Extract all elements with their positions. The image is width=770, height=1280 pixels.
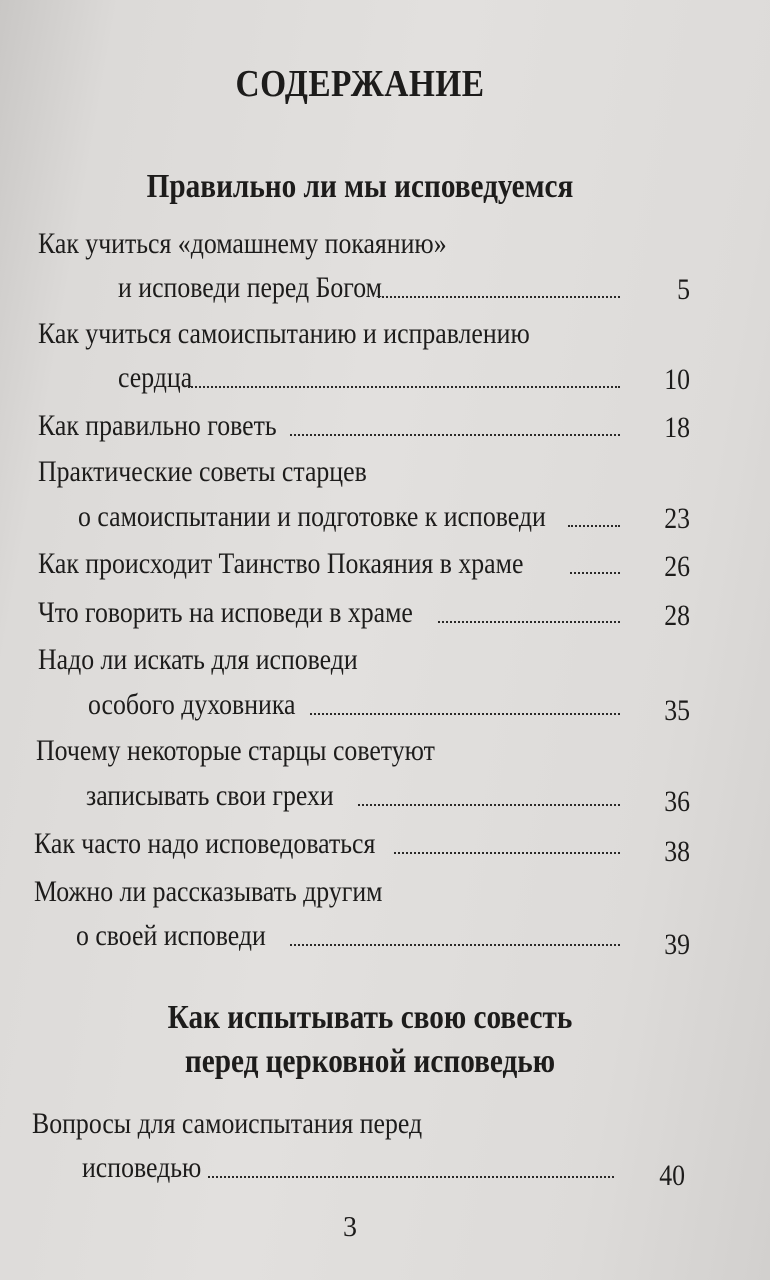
toc-entry-title: Можно ли рассказывать другим	[34, 875, 383, 908]
toc-entry-title: Как учиться самоиспытанию и исправлению	[38, 317, 530, 350]
dot-leader	[570, 546, 620, 582]
toc-entry-title: Как учиться «домашнему покаянию»	[38, 227, 447, 260]
page-folio-number: 3	[343, 1212, 357, 1243]
toc-page-number: 5	[677, 273, 690, 306]
toc-entry-title: Как правильно говеть	[38, 409, 277, 442]
toc-entry-title-continued: о своей исповеди	[76, 919, 266, 952]
dot-leader	[438, 595, 620, 631]
toc-page-number: 36	[664, 785, 690, 818]
toc-entry-title: Как происходит Таинство Покаяния в храме	[38, 547, 524, 580]
toc-entry-title: Что говорить на исповеди в храме	[38, 596, 413, 629]
toc-page-number: 38	[664, 835, 690, 868]
toc-page-number: 18	[664, 411, 690, 444]
toc-page-number: 39	[664, 928, 690, 961]
toc-entry-title: Почему некоторые старцы советуют	[36, 734, 435, 767]
section-title: Правильно ли мы исповедуемся	[146, 168, 574, 205]
toc-entry-title-continued: записывать свои грехи	[86, 779, 334, 812]
section-title-line: перед церковной исповедью	[184, 1043, 556, 1080]
dot-leader	[208, 1150, 614, 1186]
toc-entry-title-continued: о самоиспытании и подготовке к исповеди	[78, 500, 546, 533]
toc-entry-title-continued: исповедью	[82, 1151, 202, 1184]
dot-leader	[568, 499, 620, 535]
dot-leader	[290, 918, 620, 954]
toc-entry-title-continued: сердца	[118, 361, 193, 394]
toc-entry-title-continued: особого духовника	[88, 688, 296, 721]
toc-entry-title: Практические советы старцев	[38, 455, 367, 488]
dot-leader	[290, 408, 620, 444]
section-title-line: Как испытывать свою совесть	[167, 999, 573, 1036]
toc-page-number: 10	[664, 363, 690, 396]
dot-leader	[310, 687, 620, 723]
toc-entry-title-continued: и исповеди перед Богом	[118, 271, 382, 304]
toc-page-number: 40	[659, 1159, 685, 1192]
toc-page-number: 23	[664, 502, 690, 535]
toc-page-number: 35	[664, 694, 690, 727]
dot-leader	[188, 360, 620, 396]
dot-leader	[358, 778, 620, 814]
toc-entry-title: Вопросы для самоиспытания перед	[32, 1107, 423, 1140]
section-title	[60, 996, 679, 1084]
toc-entry-title: Надо ли искать для исповеди	[38, 643, 358, 676]
toc-page-number: 28	[664, 599, 690, 632]
dot-leader	[394, 826, 620, 862]
toc-entry-title: Как часто надо исповедоваться	[34, 827, 376, 860]
dot-leader	[378, 270, 620, 306]
page-title: СОДЕРЖАНИЕ	[235, 63, 485, 105]
toc-page-number: 26	[664, 550, 690, 583]
